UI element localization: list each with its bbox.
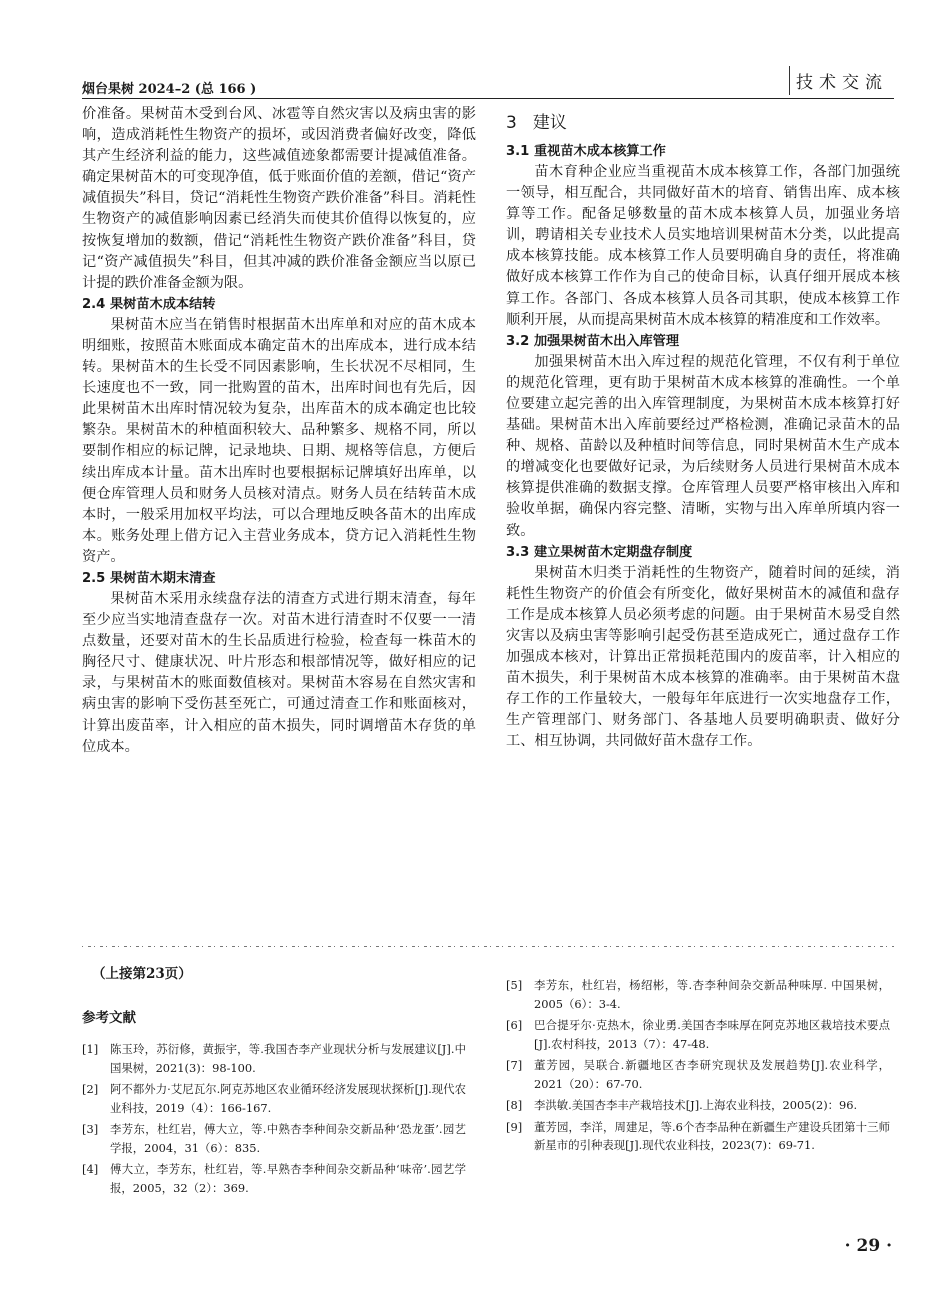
heading-2-5: 2.5 果树苗木期末清查 [82, 570, 216, 586]
header-rule [82, 98, 894, 99]
reference-number: [3] [82, 1122, 99, 1136]
reference-number: [8] [506, 1098, 523, 1112]
heading-2-4: 2.4 果树苗木成本结转 [82, 296, 216, 312]
reference-text: 陈玉玲，苏衍修，黄振宇，等.我国杏李产业现状分析与发展建议[J].中国果树，2021(3)：98-100. [110, 1042, 466, 1075]
heading-3-2: 3.2 加强果树苗木出入库管理 [506, 333, 680, 349]
reference-item [506, 1056, 890, 1093]
intro-paragraph: 价准备。果树苗木受到台风、冰雹等自然灾害以及病虫害的影响，造成消耗性生物资产的损坏，或因消费者偏好改变，降低其产生经济利益的能力，这些减值迹象都需要计提减值准备。确定果树苗木的可变现净值，低于账面价值的差额，借记“资产减值损失”科目，贷记“消耗性生物资产跌价准备”科目。消耗性生物资产的减值影响因素已经消失而使其价值得以恢复的，应按恢复增加的数额，借记“消耗性生物资产跌价准备”科目，贷记“资产减值损失”科目，但其冲减的跌价准备金额应当以原已计提的跌价准备金额为限。 [82, 106, 476, 291]
reference-number: [7] [506, 1058, 523, 1072]
left-column [82, 104, 476, 758]
continued-note: （上接第23页） [92, 966, 192, 982]
paragraph-3-1: 苗木育种企业应当重视苗木成本核算工作，各部门加强统一领导，相互配合，共同做好苗木的培育、销售出库、成本核算等工作。配备足够数量的苗木成本核算人员，加强业务培训，聘请相关专业技术人员实地培训果树苗木分类，以此提高成本核算技能。成本核算工作人员要明确自身的责任，将准确做好成本核算工作作为自己的使命目标，认真仔细开展成本核算工作。各部门、各成本核算人员各司其职，使成本核算工作顺利开展，从而提高果树苗木成本核算的精准度和工作效率。 [506, 164, 900, 328]
reference-number: [4] [82, 1162, 99, 1176]
reference-number: [2] [82, 1082, 99, 1096]
heading-3-3: 3.3 建立果树苗木定期盘存制度 [506, 544, 693, 560]
references-right [506, 976, 890, 1158]
reference-text: 巴合提牙尔·克热木，徐业勇.美国杏李味厚在阿克苏地区栽培技术要点[J].农村科技，2013（7）：47-48. [534, 1018, 890, 1051]
journal-title: 烟台果树 2024–2 (总 166 ) [82, 82, 257, 97]
reference-item [506, 1016, 890, 1053]
references-title: 参考文献 [82, 1010, 136, 1026]
reference-number: [5] [506, 978, 523, 992]
reference-number: [9] [506, 1119, 523, 1134]
paragraph-3-3: 果树苗木归类于消耗性的生物资产，随着时间的延续，消耗性生物资产的价值会有所变化，做好果树苗木的减值和盘存工作是成本核算人员必须考虑的问题。由于果树苗木易受自然灾害以及病虫害等影响引起受伤甚至造成死亡，通过盘存工作加强成本核对，计算出正常损耗范围内的废苗率，计入相应的苗木损失，利于果树苗木成本核算的准确率。由于果树苗木盘存工作的工作量较大，一般每年年底进行一次实地盘存工作，生产管理部门、财务部门、各基地人员要明确职责、做好分工、相互协调，共同做好苗木盘存工作。 [506, 564, 900, 750]
reference-text: 董芳园，李洋，周建足，等.6个杏李品种在新疆生产建设兵团第十三师新星市的引种表现[J].现代农业科技，2023(7)：69-71. [534, 1119, 890, 1152]
reference-item [82, 1120, 466, 1157]
reference-text: 阿不都外力·艾尼瓦尔.阿克苏地区农业循环经济发展现状探析[J].现代农业科技，2019（4）：166-167. [110, 1082, 466, 1115]
reference-text: 傅大立，李芳东，杜红岩，等.早熟杏李种间杂交新品种‘味帝’.园艺学报，2005，32（2）：369. [110, 1162, 466, 1195]
reference-item [506, 976, 890, 1013]
right-column [506, 104, 900, 752]
section-divider [82, 943, 894, 949]
reference-text: 李芳东，杜红岩，傅大立，等.中熟杏李种间杂交新品种‘恐龙蛋’.园艺学报，2004，31（6）：835. [110, 1122, 466, 1155]
page-header [82, 66, 894, 98]
paragraph-3-2: 加强果树苗木出入库过程的规范化管理，不仅有利于单位的规范化管理，更有助于果树苗木成本核算的准确性。一个单位要建立起完善的出入库管理制度，为果树苗木成本核算打好基础。果树苗木出入库前要经过严格检测，准确记录苗木的品种、规格、苗龄以及种植时间等信息，同时果树苗木生产成本的增减变化也要做好记录，为后续财务人员进行果树苗木成本核算提供准确的数据支撑。仓库管理人员要严格审核出入库和验收单据，确保内容完整、清晰，实物与出入库单所填内容一致。 [506, 353, 900, 539]
references-left [82, 1040, 466, 1200]
paragraph-2-5: 果树苗木采用永续盘存法的清查方式进行期末清查，每年至少应当实地清查盘存一次。对苗木进行清查时不仅要一一清点数量，还要对苗木的生长品质进行检验，检查每一株苗木的胸径尺寸、健康状况、叶片形态和根部情况等，做好相应的记录，与果树苗木的账面数值核对。果树苗木容易在自然灾害和病虫害的影响下受伤甚至死亡，可通过清查工作和账面核对，计算出废苗率，计入相应的苗木损失，同时调增苗木存货的单位成本。 [82, 590, 476, 755]
reference-text: 董芳园，吴联合.新疆地区杏李研究现状及发展趋势[J].农业科学，2021（20）：67-70. [534, 1058, 890, 1091]
heading-3-1: 3.1 重视苗木成本核算工作 [506, 144, 666, 159]
reference-item [506, 1118, 890, 1155]
reference-item [82, 1080, 466, 1117]
section-3-heading [506, 108, 900, 133]
reference-text: 李芳东，杜红岩，杨绍彬，等.杏李种间杂交新品种味厚. 中国果树，2005（6）：3-4. [534, 978, 890, 1011]
section-3-number: 3 [506, 113, 517, 133]
reference-number: [1] [82, 1042, 99, 1056]
section-tag: 技术交流 [789, 66, 894, 95]
reference-item [82, 1160, 466, 1197]
paragraph-2-4: 果树苗木应当在销售时根据苗木出库单和对应的苗木成本明细账，按照苗木账面成本确定苗木的出库成本，进行成本结转。果树苗木的生长受不同因素影响，生长状况不尽相同，生长速度也不一致，同一批购置的苗木，出库时间也有先后，因此果树苗木出库时情况较为复杂，出库苗木的成本确定也比较繁杂。果树苗木的种植面积较大、品种繁多、规格不同，所以要制作相应的标记牌，记录地块、日期、规格等信息，方便后续出库成本计量。苗木出库时也要根据标记牌填好出库单，以便仓库管理人员和财务人员核对清点。财务人员在结转苗木成本时，一般采用加权平均法，可以合理地反映各苗木的出库成本。账务处理上借方记入主营业务成本，贷方记入消耗性生物资产。 [82, 316, 476, 565]
page-number: · 29 · [844, 1236, 892, 1256]
section-3-title: 建议 [532, 113, 567, 133]
reference-number: [6] [506, 1018, 523, 1032]
reference-item [82, 1040, 466, 1077]
reference-text: 李洪敏.美国杏李丰产栽培技术[J].上海农业科技，2005(2)：96. [534, 1098, 858, 1112]
reference-item [506, 1096, 890, 1115]
